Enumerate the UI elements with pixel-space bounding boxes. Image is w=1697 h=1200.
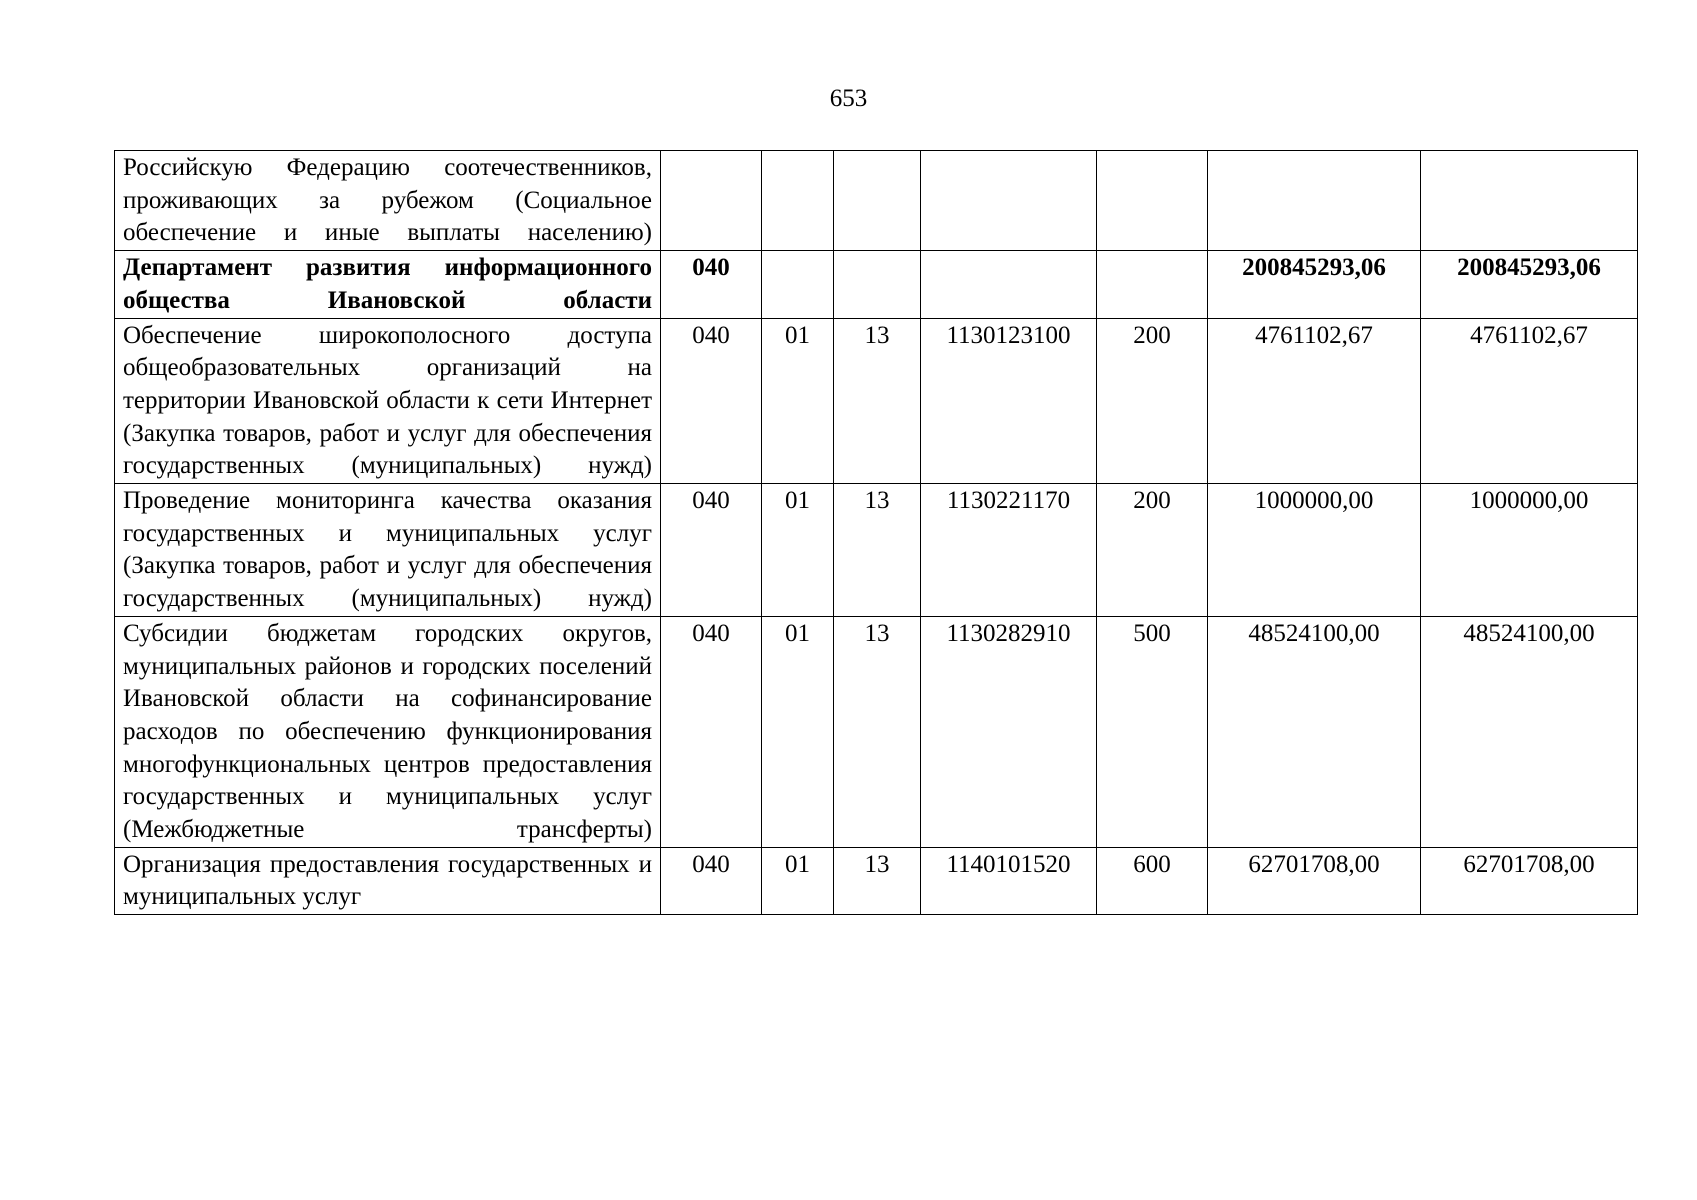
- target-article-cell: 1130282910: [921, 616, 1097, 847]
- description-cell: Проведение мониторинга качества оказания государственных и муниципальных услуг (Закупка товаров, работ и услуг для обеспечения государственных (муниципальных) нужд): [115, 484, 661, 617]
- description-cell: Департамент развития информационного общества Ивановской области: [115, 251, 661, 318]
- amount-year-1-cell: [1208, 151, 1421, 251]
- section-code-cell: 01: [762, 616, 834, 847]
- ministry-code-cell: 040: [661, 484, 762, 617]
- table-row: [115, 847, 1638, 914]
- expense-type-cell: 600: [1097, 847, 1208, 914]
- table-body: [115, 151, 1638, 915]
- expense-type-cell: 500: [1097, 616, 1208, 847]
- target-article-cell: 1140101520: [921, 847, 1097, 914]
- target-article-cell: [921, 251, 1097, 318]
- description-cell: Организация предоставления государственных и муниципальных услуг: [115, 847, 661, 914]
- expense-type-cell: 200: [1097, 318, 1208, 484]
- section-code-cell: 01: [762, 484, 834, 617]
- amount-year-2-cell: 4761102,67: [1421, 318, 1638, 484]
- ministry-code-cell: 040: [661, 318, 762, 484]
- ministry-code-cell: 040: [661, 616, 762, 847]
- description-cell: Обеспечение широкополосного доступа общеобразовательных организаций на территории Ивановской области к сети Интернет (Закупка товаров, работ и услуг для обеспечения государственных (муниципальных) нужд): [115, 318, 661, 484]
- table-row: [115, 484, 1638, 617]
- amount-year-2-cell: 1000000,00: [1421, 484, 1638, 617]
- subsection-code-cell: 13: [834, 616, 921, 847]
- amount-year-1-cell: 48524100,00: [1208, 616, 1421, 847]
- amount-year-2-cell: [1421, 151, 1638, 251]
- target-article-cell: [921, 151, 1097, 251]
- ministry-code-cell: 040: [661, 847, 762, 914]
- amount-year-1-cell: 62701708,00: [1208, 847, 1421, 914]
- amount-year-1-cell: 4761102,67: [1208, 318, 1421, 484]
- expense-type-cell: [1097, 151, 1208, 251]
- amount-year-1-cell: 1000000,00: [1208, 484, 1421, 617]
- subsection-code-cell: 13: [834, 847, 921, 914]
- budget-table: [114, 150, 1638, 915]
- amount-year-1-cell: 200845293,06: [1208, 251, 1421, 318]
- expense-type-cell: [1097, 251, 1208, 318]
- table-row: [115, 251, 1638, 318]
- expense-type-cell: 200: [1097, 484, 1208, 617]
- section-code-cell: 01: [762, 318, 834, 484]
- section-code-cell: 01: [762, 847, 834, 914]
- table-row: [115, 318, 1638, 484]
- amount-year-2-cell: 62701708,00: [1421, 847, 1638, 914]
- section-code-cell: [762, 151, 834, 251]
- section-code-cell: [762, 251, 834, 318]
- table-row: [115, 616, 1638, 847]
- ministry-code-cell: [661, 151, 762, 251]
- subsection-code-cell: [834, 151, 921, 251]
- ministry-code-cell: 040: [661, 251, 762, 318]
- description-cell: Субсидии бюджетам городских округов, муниципальных районов и городских поселений Ивановской области на софинансирование расходов по обеспечению функционирования многофункциональных центров предоставления государственных и муниципальных услуг (Межбюджетные трансферты): [115, 616, 661, 847]
- description-cell: Российскую Федерацию соотечественников, проживающих за рубежом (Социальное обеспечение и иные выплаты населению): [115, 151, 661, 251]
- subsection-code-cell: 13: [834, 484, 921, 617]
- subsection-code-cell: [834, 251, 921, 318]
- amount-year-2-cell: 200845293,06: [1421, 251, 1638, 318]
- amount-year-2-cell: 48524100,00: [1421, 616, 1638, 847]
- target-article-cell: 1130123100: [921, 318, 1097, 484]
- target-article-cell: 1130221170: [921, 484, 1097, 617]
- page-number: 653: [829, 85, 868, 112]
- subsection-code-cell: 13: [834, 318, 921, 484]
- table-row: [115, 151, 1638, 251]
